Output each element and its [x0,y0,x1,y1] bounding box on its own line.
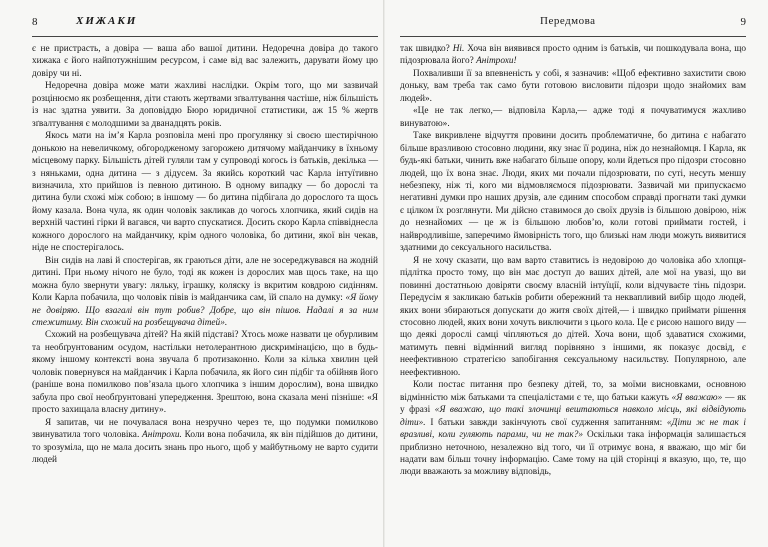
text-run: Таке викривлене відчуття провини досить проблематичне, бо дитина є набагато більше вразливою стосовно людини, яку знає її родина, ніж до незнайомця. І Карла, як будь-які батьки, чинить вже набагато більше опору, коли йдеться про підозри стосовно людей, що їх вона знає. Люди, яких ми почали підозрювати, по суті, несуть меншу небезпеку, ніж ті, кого ми відмовляємося підозрювати. Зазвичай ми припускаємо негативні думки про наших друзів, але єдиним способом справді прогнати такі думки є цілком їх розглянути. Ми дійсно ставимося до своїх друзів із більшою довірою, ніж до незнайомих — це ж із більшою любов’ю, коли готові приймати гостей, і найвродливіше, заперечимо ймовірність того, що близькі нам люди можуть виявитися здатними до сексуального насильства. [400,131,746,254]
paragraph [400,130,746,255]
left-page-header [32,10,378,37]
text-run: Оскільки така інформація залишається приблизно неточною, незалежно від того, чи її отримує вона, я вважаю, що міг би надати вам більш точну інформацію. Саме тому на цій сторінці я вказую, що, те, що люди вважають за можливу відповідь, [400,430,746,478]
text-run: «Це не так легко,— відповіла Карла,— адже тоді я почуватимуся жахливо винуватою». [400,106,746,129]
left-page [32,0,378,547]
text-run: Недоречна довіра може мати жахливі наслідки. Окрім того, що ми зазвичай розцінюємо як розбещення, діти стають жертвами зґвалтування частіше, ніж більшість із нас здатна уявити. За доповіддю Бюро юридичної статистики, аж 15 % жертв зґвалтування є молодшими за дванадцять років. [32,81,378,129]
running-title-right: Передмова [540,15,596,27]
italic-text: Анітрохи. [142,430,182,441]
book-gutter [383,0,385,547]
text-run: Я запитав, чи не почувалася вона незручно через те, що подумки помилково звинуватила того чоловіка. [32,417,378,441]
paragraph [32,80,378,130]
paragraph [32,130,378,255]
right-page [400,0,746,547]
right-page-header [400,10,746,37]
paragraph [400,105,746,130]
paragraph [32,255,378,330]
page-number-right: 9 [740,16,746,28]
running-title-left: ХИЖАКИ [76,15,138,27]
text-run: є не пристрасть, а довіра — ваша або вашої дитини. Недоречна довіра до такого хижака є його найпотужнішим ресурсом, і саме від вас залежить, дарувати йому цю довіру чи ні. [32,44,378,79]
page-number-left: 8 [32,16,38,28]
text-run: Якось мати на ім’я Карла розповіла мені про прогулянку зі своєю шестирічною донькою на невеличкому, обгородженому загорожею дитячому майданчику в їхньому місцевому парку. Більшість дітей гуляли там у супроводі когось із батьків, декілька — з няньками, одна дитина — з дідусем. За якийсь короткий час Карла інтуїтивно визначила, хто прийшов із певною дитиною. В одному випадку — бо дорослі та дитина були схожі між собою; в іншому — бо дитина підбігала до дорослого та щось йому казала. Вона чула, як один чоловік закликав до чогось хлопчика, який сидів на верхній частині гірки й вагався, чи варто спускатися. Досить скоро Карла співвіднесла кожного дорослого на майданчику, крім одного чоловіка, бо дитини, якої він чекав, ніде не спостерігалось. [32,131,378,254]
text-run: Схожий на розбещувача дітей? На якій підставі? Хтось може назвати це обурливим та необґрунтованим осудом, настільки нетолерантною дискримінацією, що в будь-якому іншому контексті вона звучала б протизаконно. Коли за кілька хвилин цей чоловік повернувся на майданчик і Карла побачила, як його син підбіг та обійняв його (раніше вона помилково пов’язала цього хлопчика з іншим дорослим), вона швидко забула про свої необґрунтовані упередження. Зрештою, вона сказала мені пізніше: «Я просто захищала власну дитину». [32,330,378,416]
paragraph [400,68,746,105]
text-run: Він сидів на лаві й спостерігав, як граються діти, але не зосереджувався на жодній дитині. При ньому нічого не було, тоді як кожен із дорослих мав щось таке, на що можна було звернути увагу: ляльку, іграшку, коляску із вкритим ковдрою сидінням. Коли Карла побачила, що чоловік півів із майданчика сам, їй спало на думку: [32,255,378,304]
paragraph [32,417,378,467]
paragraph [400,255,746,380]
paragraph [400,379,746,479]
paragraph [32,43,378,80]
text-run: Хоча він виявився просто одним із батьків, чи пошкодувала вона, що підозрювала його? [400,44,746,67]
text-run: Я не хочу сказати, що вам варто ставитись із недовірою до чоловіка або хлопця-підлітка просто тому, що він має доступ до ваших дітей, але мої на увазі, що ви повинні достатньою довіряти своєму власній інтуїції, коли відчуваєте тінь підозри. Передусім я закликаю батьків робити обережний та неквапливий вибір щодо людей, яких вони збираються допускати до житя своїх дітей,— і швидко приймати рішення стосовно людей, яких вони хочуть виключити з цього кола. Це є рисою нашого виду — що деякі дорослі самці чіпляються до дітей. Хоча вони, щоб здаватися схожими, матимуть певні відмінний вигляд порівняно з іншими, як показує досвід, є неефективною стратегією запобігання сексуальному насильству. Популярною, але неефективною. [400,255,746,378]
italic-text: «Я вважаю» [671,392,723,403]
text-run: І батьки завжди закінчують свої судження запитанням: [425,417,667,428]
italic-text: «Діти ж не так і вразливі, коли гуляють парами, чи не так?» [400,417,747,441]
italic-text: Анітрохи! [476,56,517,67]
text-run: Похваливши її за впевненість у собі, я зазначив: «Щоб ефективно захистити свою доньку, вам треба так само бути готовою висловити підозри щодо знайомих вам людей». [400,68,746,104]
italic-text: Ні. [452,44,465,54]
paragraph [32,329,378,416]
text-run: Коли постає питання про безпеку дітей, то, за моїми висновками, основною відмінністю між батьками та спеціалістами є те, що батьки кажуть [400,380,746,403]
text-run: так швидко? [400,44,453,54]
italic-text: «Я вважаю, що такі злочинці вештаються навколо місць, які відвідують діти». [400,405,747,428]
italic-text: «Я йому не довіряю. Що взагалі він тут робив? Добре, що він пішов. Надалі я за ним стежитиму. Він схожий на розбещувача дітей». [32,293,378,328]
right-page-body [400,43,746,479]
paragraph [400,43,746,68]
text-run: — як у фразі [400,392,746,416]
text-run: Коли вона побачила, як він підійшов до дитини, то зрозуміла, що не мала досить знань про нього, щоб у майбутньому не варто судити людей [32,430,378,465]
left-page-body [32,43,378,466]
